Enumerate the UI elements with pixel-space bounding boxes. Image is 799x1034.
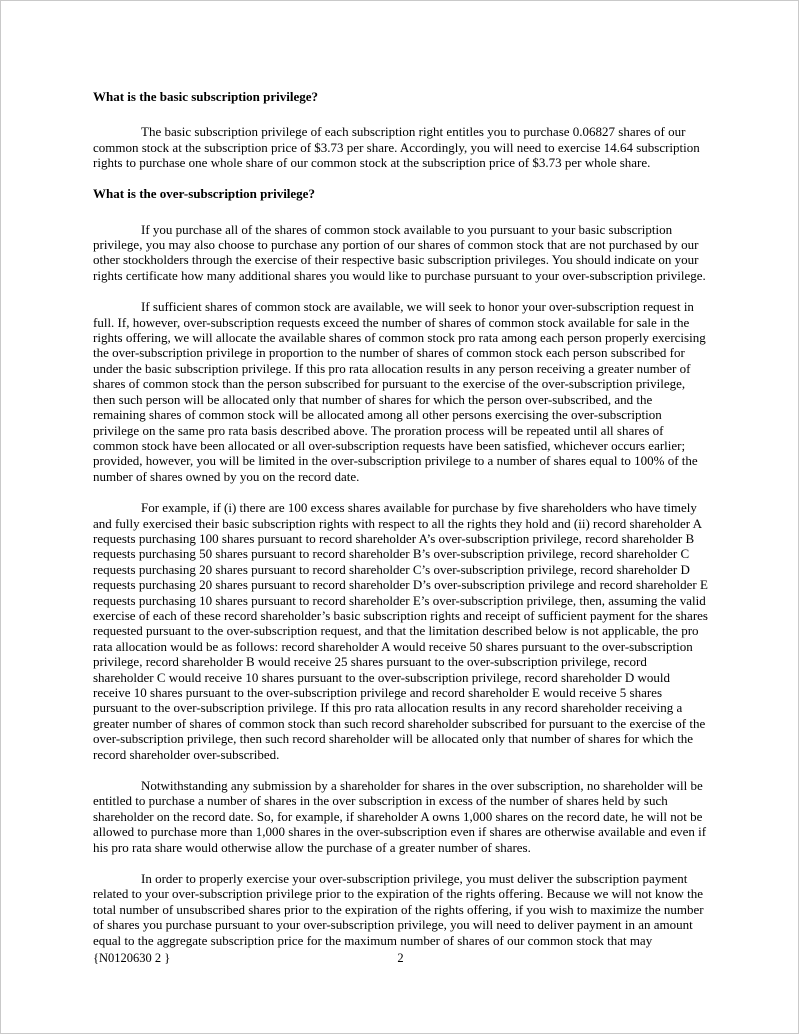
paragraph: For example, if (i) there are 100 excess shares available for purchase by five shareholders who have timely and fully exercised their basic subscription rights with respect to all the rights they hold and (ii) record shareholder A requests purchasing 100 shares pursuant to record shareholder A’s over-subscription privilege, record shareholder B requests purchasing 50 shares pursuant to record shareholder B’s over-subscription privilege, record shareholder C requests purchasing 20 shares pursuant to record shareholder C’s over-subscription privilege, record shareholder D requests purchasing 20 shares pursuant to record shareholder D’s over-subscription privilege and record shareholder E requests purchasing 10 shares pursuant to record shareholder E’s over-subscription privilege, then, assuming the valid exercise of each of these record shareholder’s basic subscription rights and receipt of sufficient payment for the shares requested pursuant to the over-subscription request, and that the limitation described below is not applicable, the pro rata allocation would be as follows: record shareholder A would receive 50 shares pursuant to the over-subscription privilege, record shareholder B would receive 25 shares pursuant to the over-subscription privilege, record shareholder C would receive 10 shares pursuant to the over-subscription privilege, record shareholder D would receive 10 shares pursuant to the over-subscription privilege and record shareholder E would receive 5 shares pursuant to the over-subscription privilege. If this pro rata allocation results in any record shareholder receiving a greater number of shares of common stock than such record shareholder subscribed for pursuant to the exercise of the over-subscription privilege, then such record shareholder will be allocated only that number of shares for which the record shareholder over-subscribed.	[93, 500, 708, 762]
paragraph: If sufficient shares of common stock are available, we will seek to honor your over-subscription request in full. If, however, over-subscription requests exceed the number of shares of common stock available for sale in the rights offering, we will allocate the available shares of common stock pro rata among each person properly exercising the over-subscription privilege in proportion to the number of shares of common stock each person subscribed for under the basic subscription privilege. If this pro rata allocation results in any person receiving a greater number of shares of common stock than the person subscribed for pursuant to the exercise of the over-subscription privilege, then such person will be allocated only that number of shares for which the person over-subscribed, and the remaining shares of common stock will be allocated among all other persons exercising the over-subscription privilege on the same pro rata basis described above. The proration process will be repeated until all shares of common stock have been allocated or all over-subscription requests have been satisfied, whichever occurs earlier; provided, however, you will be limited in the over-subscription privilege to a number of shares equal to 100% of the number of shares owned by you on the record date.	[93, 299, 706, 484]
document-control-number: {N0120630 2 }	[93, 951, 171, 965]
paragraph: In order to properly exercise your over-subscription privilege, you must deliver the subscription payment related to your over-subscription privilege prior to the expiration of the rights offering. Because we will not know the total number of unsubscribed shares prior to the expiration of the rights offering, if you wish to maximize the number of shares you purchase pursuant to your over-subscription privilege, you will need to deliver payment in an amount equal to the aggregate subscription price for the maximum number of shares of our common stock that may	[93, 871, 704, 948]
paragraph: The basic subscription privilege of each subscription right entitles you to purchase 0.06827 shares of our common stock at the subscription price of $3.73 per share. Accordingly, you will need to exercise 14.64 subscription rights to purchase one whole share of our common stock at the subscription price of $3.73 per whole share.	[93, 124, 700, 171]
page-footer	[93, 951, 708, 969]
paragraph: Notwithstanding any submission by a shareholder for shares in the over subscription, no shareholder will be entitled to purchase a number of shares in the over subscription in excess of the number of shares held by such shareholder on the record date. So, for example, if shareholder A owns 1,000 shares on the record date, he will not be allowed to purchase more than 1,000 shares in the over-subscription even if shares are otherwise available and even if his pro rata share would otherwise allow the purchase of a greater number of shares.	[93, 778, 707, 855]
section-heading-basic-subscription: What is the basic subscription privilege?	[93, 89, 318, 104]
section-heading-over-subscription: What is the over-subscription privilege?	[93, 186, 315, 202]
paragraph: If you purchase all of the shares of common stock available to you pursuant to your basic subscription privilege, you may also choose to purchase any portion of our shares of common stock that are not purchased by our other stockholders through the exercise of their respective basic subscription privileges. You should indicate on your rights certificate how many additional shares you would like to purchase pursuant to your over-subscription privilege.	[93, 221, 706, 283]
page-number: 2	[397, 951, 404, 965]
